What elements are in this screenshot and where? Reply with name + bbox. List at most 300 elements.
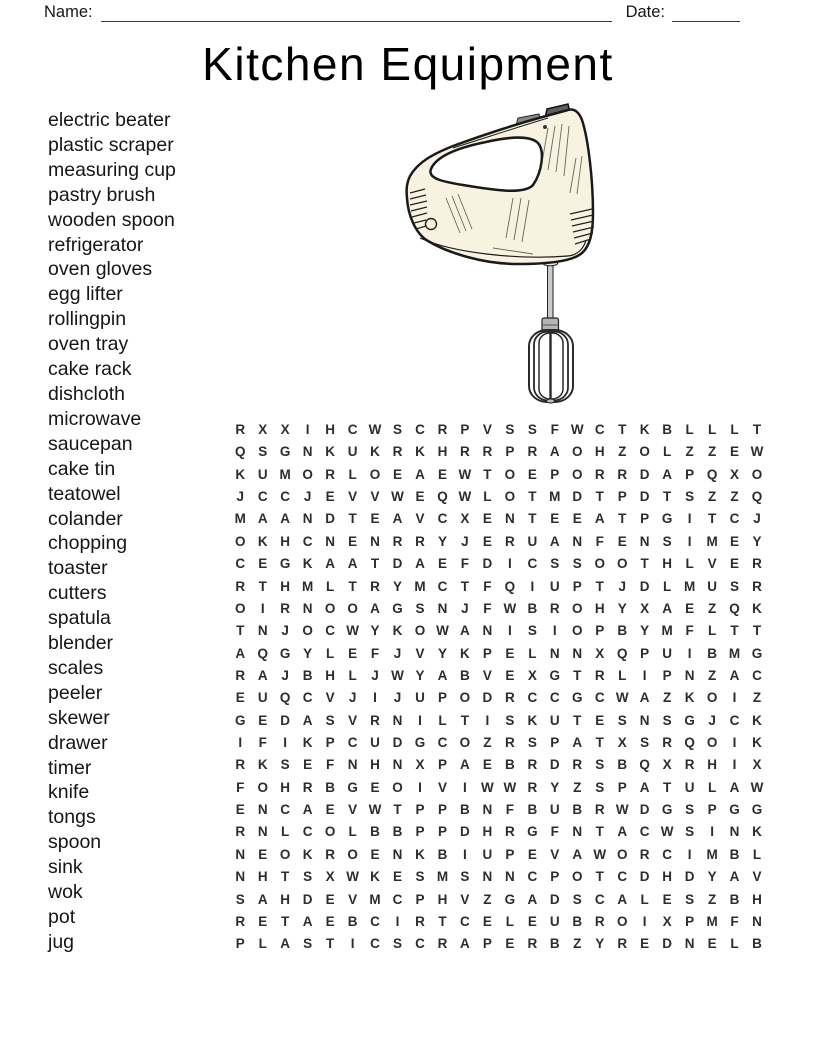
- grid-row: [229, 665, 768, 687]
- grid-letter: P: [437, 690, 447, 706]
- grid-letter: Q: [616, 645, 628, 661]
- grid-letter: O: [459, 690, 471, 706]
- grid-letter: N: [482, 623, 493, 639]
- grid-letter: A: [257, 891, 268, 907]
- grid-letter: B: [617, 757, 628, 773]
- grid-letter: O: [706, 690, 718, 706]
- name-blank-line[interactable]: [101, 4, 612, 22]
- grid-letter: F: [730, 913, 739, 929]
- grid-letter: K: [527, 712, 538, 728]
- grid-letter: T: [460, 712, 470, 728]
- grid-letter: E: [325, 489, 335, 505]
- grid-letter: E: [595, 712, 605, 728]
- grid-letter: E: [527, 846, 537, 862]
- grid-letter: B: [527, 600, 538, 616]
- grid-letter: A: [729, 667, 740, 683]
- grid-letter: T: [348, 511, 357, 527]
- grid-letter: R: [684, 757, 695, 773]
- grid-letter: T: [752, 422, 762, 437]
- grid-letter: R: [415, 533, 425, 549]
- grid-letter: I: [507, 556, 512, 572]
- grid-letter: B: [662, 422, 673, 437]
- grid-letter: B: [527, 802, 538, 818]
- grid-letter: E: [325, 891, 335, 907]
- word-list-item: spatula: [48, 607, 111, 630]
- grid-letter: O: [324, 600, 336, 616]
- grid-letter: I: [687, 511, 692, 527]
- grid-letter: E: [662, 891, 672, 907]
- grid-letter: R: [437, 422, 448, 437]
- grid-letter: L: [348, 824, 357, 840]
- grid-letter: Z: [663, 690, 672, 706]
- grid-letter: C: [302, 533, 313, 549]
- grid-letter: D: [392, 735, 403, 751]
- grid-letter: T: [707, 511, 717, 527]
- date-label: Date:: [625, 3, 665, 21]
- grid-letter: D: [460, 824, 470, 840]
- grid-letter: A: [460, 936, 470, 952]
- grid-letter: X: [415, 757, 425, 773]
- grid-letter: P: [617, 489, 627, 505]
- grid-letter: H: [257, 869, 268, 885]
- grid-letter: I: [642, 667, 647, 683]
- grid-letter: U: [482, 846, 493, 862]
- grid-letter: M: [706, 533, 718, 549]
- grid-letter: O: [572, 623, 583, 639]
- grid-letter: P: [685, 913, 695, 929]
- grid-letter: H: [594, 600, 605, 616]
- grid-letter: C: [527, 690, 538, 706]
- grid-letter: P: [437, 757, 447, 773]
- grid-letter: B: [347, 913, 358, 929]
- grid-letter: I: [507, 623, 512, 639]
- grid-letter: E: [505, 667, 515, 683]
- grid-letter: E: [482, 511, 492, 527]
- grid-letter: I: [552, 623, 557, 639]
- grid-letter: S: [303, 936, 313, 952]
- grid-letter: S: [325, 712, 335, 728]
- grid-letter: Z: [707, 891, 717, 907]
- grid-letter: O: [347, 600, 358, 616]
- grid-letter: T: [730, 623, 739, 639]
- grid-letter: W: [391, 667, 404, 683]
- grid-letter: Y: [617, 600, 627, 616]
- grid-letter: X: [595, 645, 605, 661]
- grid-letter: W: [458, 489, 472, 505]
- grid-letter: F: [460, 556, 470, 572]
- grid-letter: R: [235, 667, 246, 683]
- grid-letter: H: [370, 757, 380, 773]
- grid-letter: S: [685, 824, 695, 840]
- grid-letter: N: [302, 444, 313, 460]
- grid-letter: H: [662, 869, 673, 885]
- grid-letter: Q: [684, 735, 695, 751]
- grid-letter: Y: [550, 779, 560, 795]
- grid-row: [229, 710, 768, 732]
- grid-letter: J: [753, 511, 761, 527]
- grid-letter: A: [594, 511, 605, 527]
- grid-letter: P: [505, 846, 515, 862]
- hand-mixer-svg: [398, 98, 608, 408]
- grid-letter: W: [346, 869, 359, 885]
- worksheet-header: [44, 2, 740, 22]
- grid-letter: I: [283, 735, 288, 751]
- grid-letter: W: [346, 623, 359, 639]
- grid-letter: D: [482, 556, 493, 572]
- grid-letter: H: [325, 667, 335, 683]
- grid-row: [229, 643, 768, 665]
- grid-letter: M: [279, 466, 291, 482]
- grid-letter: T: [640, 556, 649, 572]
- word-list-item: measuring cup: [48, 158, 176, 181]
- grid-letter: C: [527, 556, 538, 572]
- grid-letter: E: [235, 802, 245, 818]
- grid-letter: T: [595, 824, 604, 840]
- grid-letter: C: [280, 489, 291, 505]
- grid-letter: D: [325, 511, 335, 527]
- grid-letter: U: [257, 466, 268, 482]
- grid-letter: C: [729, 712, 740, 728]
- grid-letter: O: [324, 824, 336, 840]
- grid-letter: Q: [751, 489, 763, 505]
- grid-letter: U: [527, 533, 538, 549]
- grid-letter: T: [573, 667, 582, 683]
- grid-letter: T: [460, 578, 470, 594]
- grid-letter: S: [415, 600, 425, 616]
- grid-letter: J: [461, 600, 469, 616]
- grid-letter: O: [504, 489, 516, 505]
- name-label: Name:: [44, 3, 93, 21]
- grid-letter: N: [482, 802, 493, 818]
- grid-letter: P: [415, 802, 425, 818]
- grid-letter: X: [730, 466, 740, 482]
- word-list-item: drawer: [48, 731, 108, 754]
- word-list-item: spoon: [48, 831, 102, 854]
- grid-letter: F: [258, 735, 267, 751]
- grid-letter: H: [707, 757, 717, 773]
- grid-letter: D: [639, 802, 650, 818]
- grid-letter: L: [258, 936, 267, 952]
- grid-letter: P: [437, 824, 447, 840]
- grid-letter: O: [616, 846, 628, 862]
- grid-letter: I: [350, 936, 355, 952]
- grid-letter: E: [527, 913, 537, 929]
- grid-letter: Y: [595, 936, 605, 952]
- grid-letter: C: [415, 422, 425, 437]
- grid-letter: R: [235, 422, 246, 437]
- grid-letter: P: [662, 667, 672, 683]
- grid-letter: V: [348, 802, 358, 818]
- grid-letter: L: [663, 444, 672, 460]
- grid-letter: K: [752, 712, 762, 728]
- grid-row: [229, 911, 768, 933]
- grid-letter: D: [549, 757, 560, 773]
- grid-letter: B: [392, 824, 403, 840]
- grid-letter: C: [437, 511, 448, 527]
- grid-letter: R: [527, 779, 538, 795]
- grid-letter: E: [437, 556, 447, 572]
- grid-letter: U: [684, 779, 695, 795]
- grid-letter: B: [729, 846, 740, 862]
- grid-letter: E: [303, 757, 313, 773]
- grid-letter: H: [280, 891, 291, 907]
- grid-letter: N: [370, 533, 380, 549]
- grid-letter: R: [280, 600, 291, 616]
- grid-letter: D: [662, 936, 673, 952]
- grid-letter: R: [370, 712, 380, 728]
- grid-letter: B: [752, 936, 762, 952]
- grid-letter: H: [325, 422, 335, 437]
- grid-row: [229, 464, 768, 486]
- grid-letter: H: [437, 891, 448, 907]
- grid-row: [229, 821, 768, 843]
- word-list-item: refrigerator: [48, 233, 144, 256]
- grid-letter: Z: [730, 489, 739, 505]
- word-list-item: scales: [48, 656, 104, 679]
- grid-letter: S: [393, 422, 403, 437]
- word-list-item: oven tray: [48, 333, 129, 356]
- grid-letter: A: [347, 556, 358, 572]
- grid-letter: L: [707, 623, 717, 639]
- grid-letter: X: [325, 869, 335, 885]
- grid-letter: A: [639, 690, 650, 706]
- grid-letter: V: [707, 556, 717, 572]
- grid-letter: S: [505, 712, 515, 728]
- grid-letter: C: [639, 824, 650, 840]
- grid-letter: J: [348, 690, 357, 706]
- grid-letter: V: [415, 645, 425, 661]
- grid-letter: R: [460, 444, 470, 460]
- word-list-item: cake rack: [48, 358, 132, 381]
- grid-letter: Z: [685, 444, 694, 460]
- grid-letter: M: [234, 511, 246, 527]
- grid-letter: A: [302, 913, 313, 929]
- grid-letter: R: [594, 913, 605, 929]
- grid-letter: P: [460, 422, 470, 437]
- grid-letter: R: [504, 735, 515, 751]
- grid-row: [229, 598, 768, 620]
- grid-letter: J: [236, 489, 244, 505]
- grid-letter: F: [370, 645, 380, 661]
- grid-letter: W: [750, 779, 764, 795]
- grid-letter: V: [348, 891, 358, 907]
- grid-letter: B: [370, 824, 380, 840]
- grid-letter: O: [616, 913, 628, 929]
- grid-letter: C: [370, 913, 380, 929]
- grid-letter: T: [618, 511, 627, 527]
- grid-letter: A: [302, 712, 313, 728]
- grid-letter: W: [615, 690, 629, 706]
- grid-letter: O: [414, 623, 426, 639]
- grid-letter: C: [594, 690, 605, 706]
- grid-letter: N: [325, 533, 335, 549]
- beater-whisk: [529, 330, 573, 402]
- grid-letter: Y: [303, 645, 313, 661]
- grid-letter: L: [752, 846, 762, 862]
- grid-letter: B: [729, 891, 740, 907]
- grid-row: [229, 777, 768, 799]
- grid-letter: A: [729, 779, 740, 795]
- grid-letter: L: [663, 578, 672, 594]
- grid-letter: S: [662, 533, 672, 549]
- grid-letter: O: [257, 779, 268, 795]
- grid-letter: N: [482, 869, 493, 885]
- grid-letter: O: [234, 600, 246, 616]
- grid-letter: S: [662, 712, 672, 728]
- grid-letter: R: [235, 757, 246, 773]
- grid-letter: W: [593, 846, 607, 862]
- grid-letter: C: [370, 936, 380, 952]
- grid-letter: I: [418, 779, 422, 795]
- grid-letter: N: [235, 846, 246, 862]
- grid-letter: R: [235, 913, 246, 929]
- grid-letter: W: [391, 489, 404, 505]
- grid-letter: S: [595, 779, 605, 795]
- grid-letter: B: [325, 779, 335, 795]
- grid-letter: L: [618, 667, 627, 683]
- grid-letter: Q: [729, 600, 740, 616]
- grid-letter: L: [640, 891, 649, 907]
- grid-letter: Y: [370, 623, 380, 639]
- grid-letter: E: [640, 936, 650, 952]
- grid-letter: S: [527, 735, 537, 751]
- grid-letter: V: [348, 489, 358, 505]
- grid-letter: H: [280, 779, 291, 795]
- grid-letter: X: [640, 600, 650, 616]
- date-blank-line[interactable]: [672, 4, 740, 22]
- grid-letter: C: [460, 913, 470, 929]
- grid-letter: W: [436, 623, 449, 639]
- grid-letter: G: [279, 444, 291, 460]
- grid-letter: H: [280, 533, 291, 549]
- grid-letter: K: [752, 600, 762, 616]
- grid-letter: T: [663, 779, 672, 795]
- grid-letter: X: [752, 757, 762, 773]
- grid-letter: V: [550, 846, 560, 862]
- grid-letter: R: [235, 578, 246, 594]
- grid-row: [229, 486, 768, 508]
- grid-letter: S: [685, 802, 695, 818]
- grid-letter: J: [371, 667, 379, 683]
- grid-letter: V: [482, 667, 492, 683]
- grid-letter: K: [752, 824, 762, 840]
- grid-letter: A: [729, 869, 740, 885]
- grid-letter: Z: [618, 444, 627, 460]
- grid-letter: L: [528, 645, 537, 661]
- grid-letter: E: [685, 600, 695, 616]
- grid-letter: A: [415, 556, 425, 572]
- grid-letter: B: [302, 667, 313, 683]
- grid-letter: O: [279, 846, 291, 862]
- grid-letter: O: [572, 466, 583, 482]
- grid-letter: T: [618, 422, 627, 437]
- grid-letter: S: [280, 757, 290, 773]
- grid-letter: R: [594, 466, 605, 482]
- grid-letter: K: [235, 466, 246, 482]
- grid-letter: M: [436, 869, 449, 885]
- grid-letter: O: [706, 735, 718, 751]
- grid-letter: C: [729, 511, 740, 527]
- grid-letter: D: [549, 891, 560, 907]
- grid-letter: R: [594, 667, 605, 683]
- word-list-item: knife: [48, 781, 90, 804]
- grid-letter: N: [549, 645, 560, 661]
- word-list-item: toaster: [48, 557, 108, 580]
- grid-letter: I: [530, 578, 535, 594]
- word-list-item: sink: [48, 856, 83, 879]
- grid-letter: Q: [279, 690, 291, 706]
- grid-letter: Y: [707, 869, 717, 885]
- grid-letter: E: [348, 645, 358, 661]
- grid-letter: L: [505, 913, 514, 929]
- grid-letter: A: [257, 667, 268, 683]
- grid-row: [229, 531, 768, 553]
- grid-letter: W: [750, 444, 764, 460]
- grid-letter: T: [258, 578, 267, 594]
- grid-letter: W: [481, 779, 494, 795]
- grid-letter: R: [370, 578, 380, 594]
- grid-letter: M: [683, 578, 696, 594]
- grid-letter: N: [257, 824, 268, 840]
- grid-letter: K: [684, 690, 695, 706]
- word-list-item: cutters: [48, 582, 107, 605]
- grid-letter: K: [415, 444, 425, 460]
- grid-letter: C: [235, 556, 246, 572]
- grid-letter: C: [392, 891, 403, 907]
- grid-letter: N: [752, 913, 762, 929]
- word-list-item: cake tin: [48, 457, 116, 480]
- grid-letter: U: [549, 802, 560, 818]
- grid-letter: L: [325, 578, 335, 594]
- grid-letter: O: [504, 466, 516, 482]
- grid-letter: X: [460, 511, 470, 527]
- grid-row: [229, 508, 768, 530]
- grid-letter: N: [392, 757, 403, 773]
- grid-letter: O: [392, 779, 403, 795]
- grid-letter: Y: [437, 645, 447, 661]
- grid-letter: D: [684, 869, 695, 885]
- grid-letter: E: [393, 869, 403, 885]
- grid-letter: C: [594, 422, 605, 437]
- grid-letter: K: [325, 444, 335, 460]
- word-list-item: wooden spoon: [48, 208, 175, 231]
- grid-letter: U: [347, 444, 358, 460]
- grid-letter: D: [302, 891, 313, 907]
- grid-letter: N: [639, 712, 650, 728]
- grid-letter: N: [572, 645, 583, 661]
- grid-letter: I: [238, 735, 243, 751]
- grid-letter: K: [302, 556, 313, 572]
- word-list-item: skewer: [48, 706, 110, 729]
- grid-letter: T: [281, 913, 290, 929]
- grid-letter: E: [505, 645, 515, 661]
- grid-letter: K: [370, 444, 380, 460]
- word-list-item: pastry brush: [48, 183, 156, 206]
- word-list-item: chopping: [48, 532, 128, 555]
- grid-row: [229, 576, 768, 598]
- grid-letter: C: [617, 869, 628, 885]
- grid-letter: Z: [573, 936, 582, 952]
- word-list-item: wok: [48, 881, 83, 904]
- grid-letter: Z: [752, 690, 762, 706]
- grid-letter: F: [685, 623, 694, 639]
- grid-letter: E: [258, 712, 268, 728]
- grid-letter: I: [485, 712, 490, 728]
- grid-letter: R: [392, 533, 403, 549]
- grid-letter: K: [639, 422, 650, 437]
- grid-letter: S: [550, 556, 560, 572]
- word-list-item: pot: [48, 906, 76, 928]
